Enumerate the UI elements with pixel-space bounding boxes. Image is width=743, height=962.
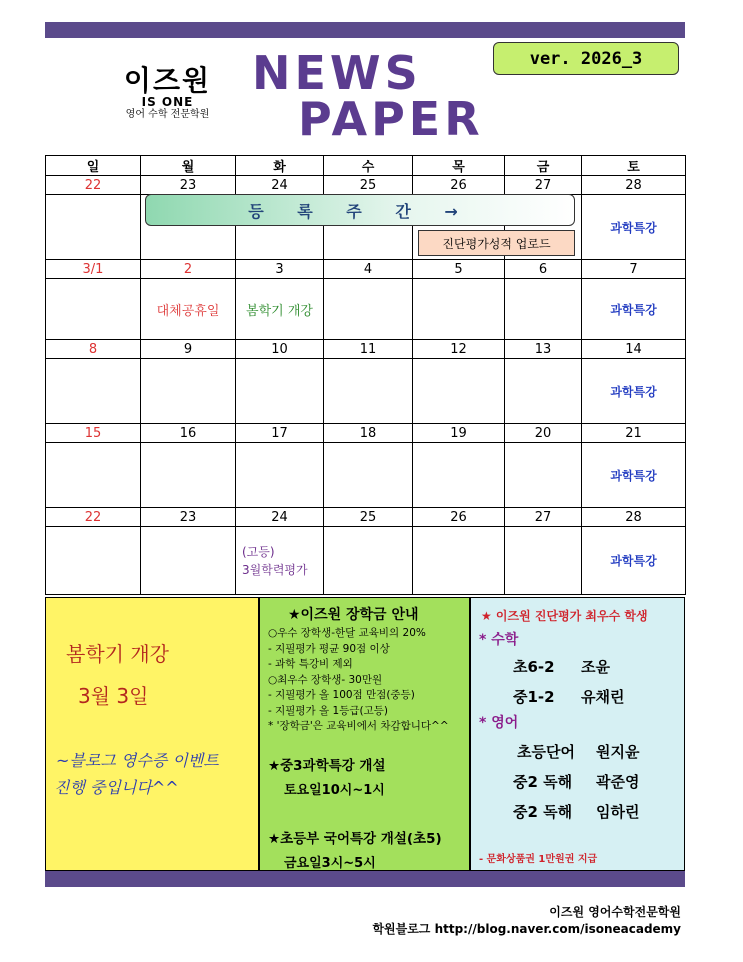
student-grade: 초6-2 bbox=[513, 658, 555, 676]
science-special-label: 과학특강 bbox=[610, 554, 657, 568]
date-row bbox=[46, 424, 686, 443]
event-cell bbox=[236, 279, 324, 340]
event-cell bbox=[46, 279, 141, 340]
substitute-holiday-label: 대체공휴일 bbox=[156, 303, 220, 319]
math-category: * 수학 bbox=[479, 632, 519, 648]
science-special-label: 과학특강 bbox=[610, 384, 657, 399]
scholarship-panel bbox=[259, 597, 470, 871]
event-cell bbox=[46, 527, 141, 595]
scholarship-line: ○우수 장학생-한달 교육비의 20% bbox=[268, 627, 426, 639]
footer-academy-name: 이즈원 영어수학전문학원 bbox=[549, 905, 681, 919]
weekday-thu: 목 bbox=[413, 156, 505, 176]
logo-tagline: 영어 수학 전문학원 bbox=[125, 109, 210, 120]
date-cell: 12 bbox=[413, 340, 505, 359]
logo-main-text: 이즈원 bbox=[123, 64, 212, 97]
scholarship-line: - 지필평가 올 1등급(고등) bbox=[268, 704, 388, 717]
student-name: 곽준영 bbox=[596, 773, 640, 791]
student-grade: 초등단어 bbox=[517, 743, 575, 761]
date-cell: 16 bbox=[141, 424, 236, 443]
student-name: 유채린 bbox=[581, 688, 625, 706]
event-cell bbox=[582, 195, 686, 260]
english-category: * 영어 bbox=[479, 715, 519, 731]
event-cell bbox=[582, 359, 686, 424]
prize-footnote: - 문화상품권 1만원권 지급 bbox=[479, 854, 598, 865]
event-row bbox=[46, 443, 686, 508]
weekday-mon: 월 bbox=[141, 156, 236, 176]
date-cell: 23 bbox=[141, 508, 236, 527]
event-cell bbox=[141, 359, 236, 424]
event-row bbox=[46, 359, 686, 424]
event-cell bbox=[46, 195, 141, 260]
event-cell bbox=[505, 443, 582, 508]
title-news: NEWS bbox=[252, 46, 422, 100]
event-cell bbox=[505, 359, 582, 424]
weekday-fri: 금 bbox=[505, 156, 582, 176]
event-cell bbox=[141, 279, 236, 340]
science-special-label: 과학특강 bbox=[610, 302, 657, 317]
event-cell bbox=[413, 359, 505, 424]
weekday-sat: 토 bbox=[582, 156, 686, 176]
weekday-wed: 수 bbox=[324, 156, 413, 176]
event-cell bbox=[582, 527, 686, 595]
date-cell: 18 bbox=[324, 424, 413, 443]
date-cell: 2 bbox=[141, 260, 236, 279]
march-exam-label: 3월학력평가 bbox=[242, 562, 308, 577]
date-cell: 24 bbox=[236, 176, 324, 195]
event-cell bbox=[413, 279, 505, 340]
student-name: 조윤 bbox=[581, 658, 610, 676]
academy-logo bbox=[100, 66, 235, 121]
date-cell: 24 bbox=[236, 508, 324, 527]
top-bar bbox=[45, 22, 685, 38]
date-cell: 8 bbox=[46, 340, 141, 359]
weekday-header-row bbox=[46, 156, 686, 176]
event-cell bbox=[413, 443, 505, 508]
date-cell: 9 bbox=[141, 340, 236, 359]
date-cell: 22 bbox=[46, 176, 141, 195]
high-school-label: (고등) bbox=[242, 544, 275, 559]
date-cell: 25 bbox=[324, 176, 413, 195]
scholarship-line: * '장학금'은 교육비에서 차감합니다^^ bbox=[268, 720, 449, 732]
event-cell bbox=[46, 359, 141, 424]
korean-course-heading: ★초등부 국어특강 개설(초5) bbox=[268, 831, 442, 847]
diagnostic-upload-note: 진단평가성적 업로드 bbox=[418, 230, 575, 256]
date-cell: 25 bbox=[324, 508, 413, 527]
scholarship-line: - 과학 특강비 제외 bbox=[268, 658, 353, 670]
footer-blog-link[interactable]: 학원블로그 http://blog.naver.com/isoneacademy bbox=[372, 922, 681, 936]
date-cell: 28 bbox=[582, 176, 686, 195]
blog-event-line1: ~블로그 영수증 이벤트 bbox=[56, 751, 219, 770]
top-students-title: ★ 이즈원 진단평가 최우수 학생 bbox=[481, 609, 648, 623]
weekday-tue: 화 bbox=[236, 156, 324, 176]
event-cell bbox=[141, 527, 236, 595]
event-row bbox=[46, 527, 686, 595]
korean-course-time: 금요일3시~5시 bbox=[284, 856, 376, 871]
logo-sub-text: IS ONE bbox=[141, 95, 194, 109]
date-cell: 11 bbox=[324, 340, 413, 359]
student-grade: 중2 독해 bbox=[513, 803, 573, 821]
date-row bbox=[46, 176, 686, 195]
event-cell bbox=[141, 443, 236, 508]
date-row bbox=[46, 260, 686, 279]
date-cell: 23 bbox=[141, 176, 236, 195]
event-cell bbox=[505, 527, 582, 595]
date-cell: 27 bbox=[505, 508, 582, 527]
bottom-bar bbox=[45, 871, 685, 887]
scholarship-line: ○최우수 장학생- 30만원 bbox=[268, 673, 383, 686]
date-cell: 27 bbox=[505, 176, 582, 195]
student-grade: 중2 독해 bbox=[513, 773, 573, 791]
event-cell bbox=[236, 527, 324, 595]
event-cell bbox=[46, 443, 141, 508]
student-name: 임하린 bbox=[596, 803, 640, 821]
event-cell bbox=[413, 527, 505, 595]
date-cell: 3/1 bbox=[46, 260, 141, 279]
version-badge: ver. 2026_3 bbox=[493, 42, 679, 75]
date-cell: 3 bbox=[236, 260, 324, 279]
science-special-label: 과학특강 bbox=[610, 220, 657, 235]
science-special-label: 과학특강 bbox=[610, 468, 657, 483]
title-paper: PAPER bbox=[298, 92, 484, 146]
spring-opening-panel bbox=[45, 597, 259, 871]
scholarship-title: ★이즈원 장학금 안내 bbox=[288, 607, 419, 623]
event-cell bbox=[236, 359, 324, 424]
event-cell bbox=[324, 527, 413, 595]
event-cell bbox=[236, 443, 324, 508]
date-row bbox=[46, 508, 686, 527]
scholarship-line: - 지필평가 평균 90점 이상 bbox=[268, 642, 390, 655]
event-cell bbox=[505, 279, 582, 340]
student-name: 원지윤 bbox=[596, 743, 640, 761]
event-cell bbox=[582, 279, 686, 340]
event-cell bbox=[324, 359, 413, 424]
opening-date: 3월 3일 bbox=[78, 684, 149, 708]
date-cell: 21 bbox=[582, 424, 686, 443]
date-cell: 10 bbox=[236, 340, 324, 359]
date-row bbox=[46, 340, 686, 359]
date-cell: 6 bbox=[505, 260, 582, 279]
event-cell bbox=[324, 279, 413, 340]
date-cell: 17 bbox=[236, 424, 324, 443]
date-cell: 19 bbox=[413, 424, 505, 443]
date-cell: 26 bbox=[413, 508, 505, 527]
panel-heading: 봄학기 개강 bbox=[66, 642, 169, 666]
event-row bbox=[46, 279, 686, 340]
date-cell: 20 bbox=[505, 424, 582, 443]
student-grade: 중1-2 bbox=[513, 688, 555, 706]
scholarship-line: - 지필평가 올 100점 만점(중등) bbox=[268, 689, 415, 701]
date-cell: 7 bbox=[582, 260, 686, 279]
date-cell: 13 bbox=[505, 340, 582, 359]
science-course-time: 토요일10시~1시 bbox=[284, 783, 385, 798]
blog-event-line2: 진행 중입니다^^ bbox=[54, 778, 179, 797]
top-students-panel bbox=[470, 597, 685, 871]
spring-opening-label: 봄학기 개강 bbox=[246, 303, 313, 319]
event-cell bbox=[324, 443, 413, 508]
date-cell: 15 bbox=[46, 424, 141, 443]
scholarship-details bbox=[268, 626, 449, 735]
event-cell bbox=[582, 443, 686, 508]
date-cell: 28 bbox=[582, 508, 686, 527]
weekday-sun: 일 bbox=[46, 156, 141, 176]
registration-week-banner: 등 록 주 간 → bbox=[145, 194, 575, 226]
date-cell: 26 bbox=[413, 176, 505, 195]
date-cell: 14 bbox=[582, 340, 686, 359]
science-course-heading: ★중3과학특강 개설 bbox=[268, 758, 386, 774]
date-cell: 22 bbox=[46, 508, 141, 527]
date-cell: 5 bbox=[413, 260, 505, 279]
date-cell: 4 bbox=[324, 260, 413, 279]
